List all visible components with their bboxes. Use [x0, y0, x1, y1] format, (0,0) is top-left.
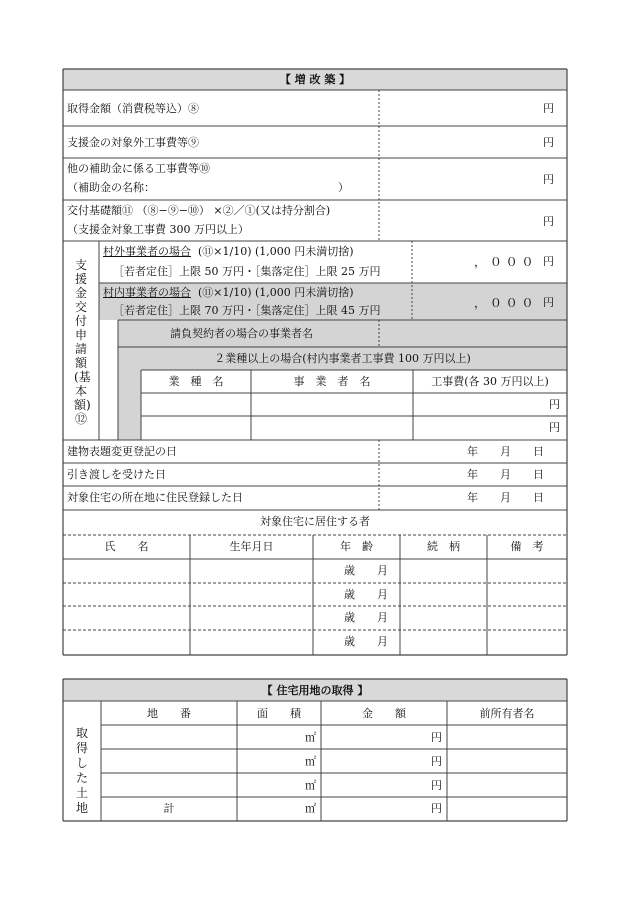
- date-label-handover: 引き渡しを受けた日: [67, 468, 166, 481]
- land-total-label: 計: [163, 802, 175, 815]
- residents-title: 対象住宅に居住する者: [260, 515, 370, 528]
- land-amount-unit-1: 円: [431, 731, 442, 744]
- trade-header-business: 事 業 者 名: [293, 375, 371, 388]
- outside-village-unit: 円: [543, 255, 554, 268]
- land-total-amount-unit: 円: [431, 802, 442, 815]
- land-header-area: 面 積: [257, 707, 301, 720]
- resident-age-2: 歳 月: [344, 588, 388, 601]
- base-amount-label: 交付基礎額⑪ （⑧−⑨−⑩） ×②／①(又は持分割合): [67, 204, 331, 217]
- inside-village-amount: ， ０ ０ ０: [474, 296, 534, 310]
- land-area-unit-2: ㎡: [305, 755, 316, 768]
- land-title: 【 住宅用地の取得 】: [261, 684, 369, 697]
- other-subsidy-name-label: （補助金の名称：: [67, 181, 155, 194]
- trade-row-1-unit: 円: [549, 398, 560, 411]
- trade-header-cost: 工事費(各 30 万円以上): [431, 375, 549, 388]
- inside-village-unit: 円: [543, 296, 554, 309]
- land-area-unit-3: ㎡: [305, 779, 316, 792]
- resident-header-birthdate: 生年月日: [229, 540, 274, 553]
- land-total-area-unit: ㎡: [305, 802, 316, 815]
- trade-row-2-unit: 円: [549, 421, 560, 434]
- land-area-unit-1: ㎡: [305, 731, 316, 744]
- base-amount-sub-label: （支援金対象工事費 300 万円以上）: [67, 223, 249, 236]
- other-subsidy-name-close: ）: [338, 181, 349, 194]
- land-header-amount: 金 額: [362, 707, 406, 720]
- application-amount-label: 支援金交付申請額(基本額)⑫: [74, 258, 91, 426]
- inside-village-label: 村内事業者の場合: [103, 286, 191, 299]
- date-value-registration: 年 月 日: [467, 445, 544, 458]
- trade-header-name: 業 種 名: [168, 375, 224, 388]
- acquisition-label: 取得金額（消費税等込）⑧: [67, 102, 199, 115]
- inside-village-formula: (⑪×1/10) (1,000 円未満切捨): [198, 286, 354, 299]
- resident-age-4: 歳 月: [344, 635, 388, 648]
- land-header-lot: 地 番: [147, 707, 191, 720]
- other-subsidy-unit: 円: [543, 173, 554, 186]
- outside-village-label: 村外事業者の場合: [103, 245, 191, 258]
- extension-title: 【 増 改 築 】: [279, 73, 351, 86]
- other-subsidy-label: 他の補助金に係る工事費等⑩: [67, 162, 210, 175]
- base-amount-unit: 円: [543, 215, 554, 228]
- land-amount-unit-3: 円: [431, 779, 442, 792]
- land-amount-unit-2: 円: [431, 755, 442, 768]
- land-header-previous-owner: 前所有者名: [479, 707, 535, 720]
- resident-header-remarks: 備 考: [510, 540, 544, 553]
- multi-trade-label: ２業種以上の場合(村内事業者工事費 100 万円以上): [214, 352, 471, 365]
- resident-header-age: 年 齢: [340, 540, 373, 553]
- resident-age-1: 歳 月: [344, 564, 388, 577]
- outside-village-limits: ［若者定住］上限 50 万円・［集落定住］上限 25 万円: [113, 265, 381, 278]
- resident-header-name: 氏 名: [104, 540, 149, 553]
- acquisition-unit: 円: [543, 102, 554, 115]
- outside-village-formula: (⑪×1/10) (1,000 円未満切捨): [198, 245, 354, 258]
- contractor-label: 請負契約者の場合の事業者名: [170, 327, 313, 340]
- outside-village-amount: ， ０ ０ ０: [474, 255, 534, 269]
- excluded-unit: 円: [543, 136, 554, 149]
- inside-village-limits: ［若者定住］上限 70 万円・［集落定住］上限 45 万円: [113, 304, 381, 317]
- land-side-label: 取得した土地: [75, 726, 88, 815]
- date-value-handover: 年 月 日: [467, 468, 544, 481]
- resident-age-3: 歳 月: [344, 611, 388, 624]
- date-value-resident-registration: 年 月 日: [467, 491, 544, 504]
- resident-header-relation: 続 柄: [427, 540, 460, 553]
- date-label-registration: 建物表題変更登記の日: [67, 445, 177, 458]
- date-label-resident-registration: 対象住宅の所在地に住民登録した日: [67, 491, 243, 504]
- excluded-label: 支援金の対象外工事費等⑨: [67, 136, 199, 149]
